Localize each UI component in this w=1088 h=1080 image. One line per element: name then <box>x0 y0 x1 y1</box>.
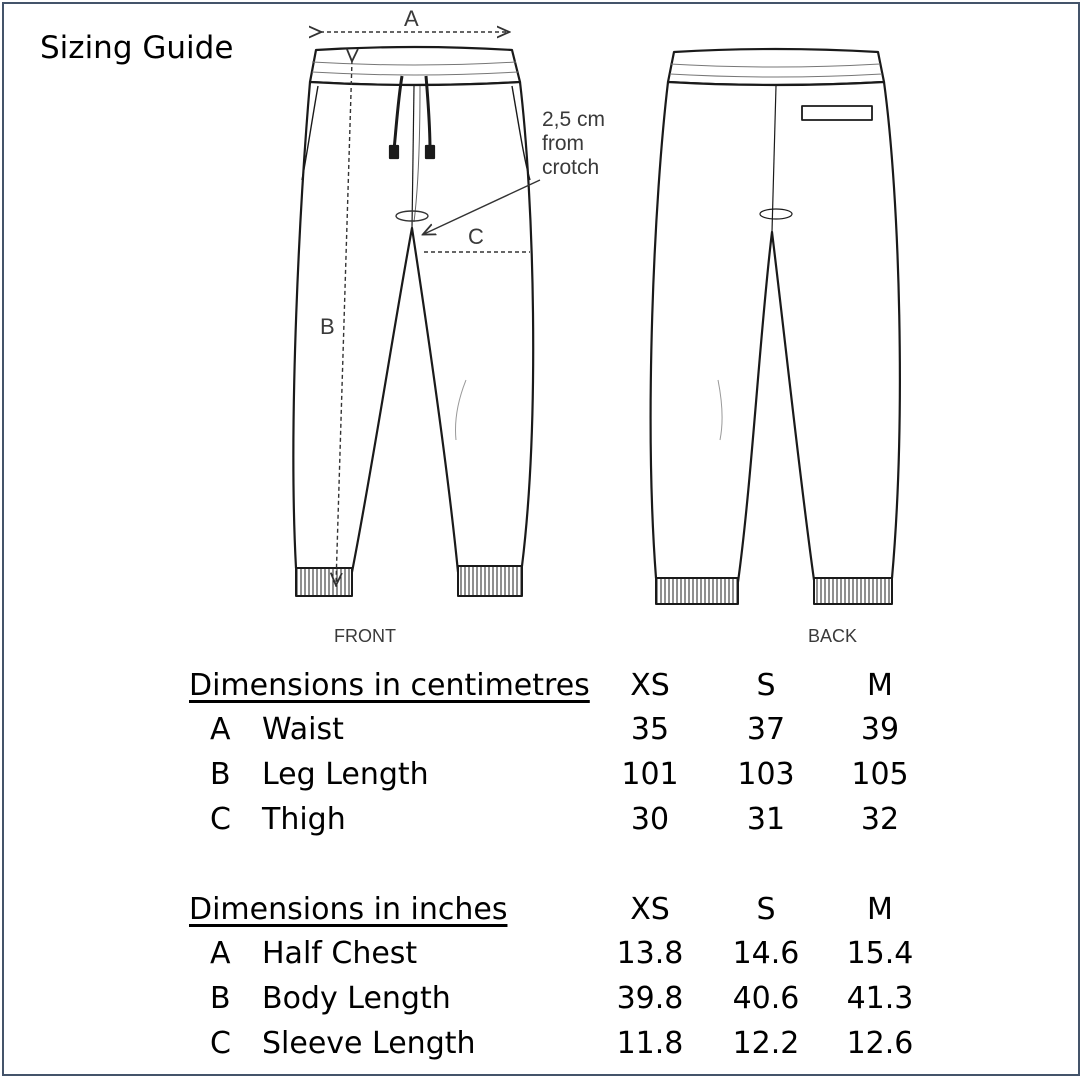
table-heading: Dimensions in inches <box>189 892 508 927</box>
size-header-s: S <box>756 892 776 927</box>
value-cell: 32 <box>860 802 900 837</box>
label-b: B <box>320 314 335 339</box>
page-title: Sizing Guide <box>40 30 234 66</box>
back-label: BACK <box>808 626 858 646</box>
size-header-m: M <box>867 668 893 703</box>
value-cell: 30 <box>630 802 670 837</box>
size-header-m: M <box>867 892 893 927</box>
crotch-note-line1: 2,5 cm <box>542 108 606 131</box>
value-cell: 31 <box>746 802 786 837</box>
back-pants-drawing <box>651 49 900 604</box>
value-cell: 15.4 <box>846 936 914 971</box>
table-heading: Dimensions in centimetres <box>189 668 590 703</box>
value-cell: 41.3 <box>846 981 914 1016</box>
row-key: B <box>210 981 231 1016</box>
row-key: B <box>210 757 231 792</box>
size-header-s: S <box>756 668 776 703</box>
row-key: A <box>210 936 231 971</box>
row-key: C <box>210 1026 231 1061</box>
row-name: Sleeve Length <box>262 1026 476 1061</box>
size-header-xs: XS <box>630 668 670 703</box>
front-label: FRONT <box>334 626 396 646</box>
crotch-note-line3: crotch <box>542 156 600 179</box>
value-cell: 105 <box>851 757 909 792</box>
value-cell: 40.6 <box>732 981 800 1016</box>
row-name: Leg Length <box>262 757 429 792</box>
label-a: A <box>404 6 419 31</box>
value-cell: 39 <box>860 712 900 747</box>
value-cell: 35 <box>630 712 670 747</box>
row-name: Waist <box>262 712 344 747</box>
label-c: C <box>468 224 484 249</box>
value-cell: 12.6 <box>846 1026 914 1061</box>
size-header-xs: XS <box>630 892 670 927</box>
value-cell: 11.8 <box>616 1026 684 1061</box>
value-cell: 14.6 <box>732 936 800 971</box>
value-cell: 37 <box>746 712 786 747</box>
row-key: C <box>210 802 231 837</box>
value-cell: 39.8 <box>616 981 684 1016</box>
value-cell: 101 <box>621 757 679 792</box>
crotch-note-line2: from <box>542 132 584 155</box>
row-name: Body Length <box>262 981 451 1016</box>
row-name: Half Chest <box>262 936 418 971</box>
row-key: A <box>210 712 231 747</box>
value-cell: 103 <box>737 757 795 792</box>
value-cell: 12.2 <box>732 1026 800 1061</box>
row-name: Thigh <box>262 802 346 837</box>
value-cell: 13.8 <box>616 936 684 971</box>
